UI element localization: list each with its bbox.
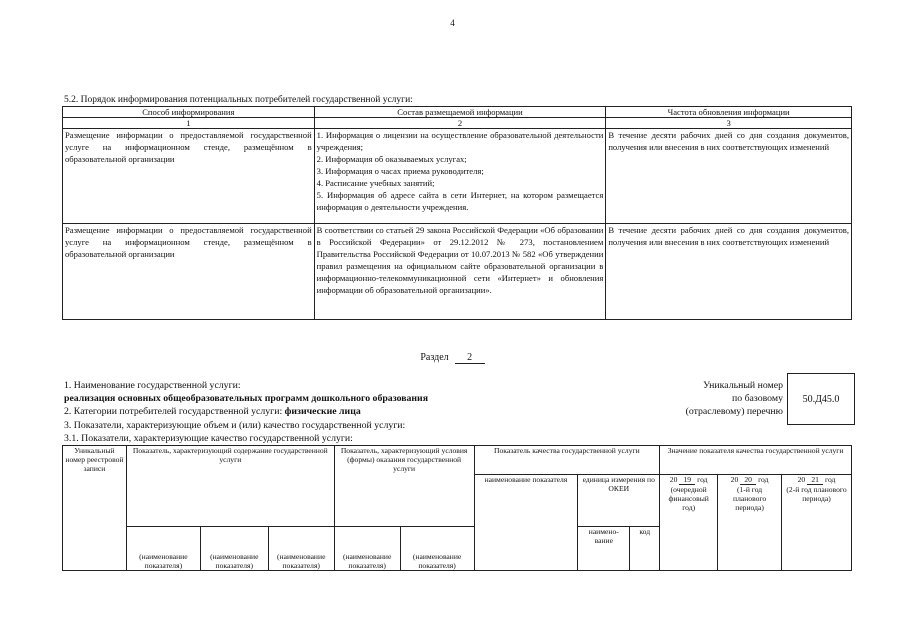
consumer-category-value: физические лица [284,406,361,417]
header-unit-name: наимено-вание [578,527,630,571]
info-table-numbers [63,118,852,129]
content-item: 5. Информация об адресе сайта в сети Интернет, на котором размещается информация о деятельности учреждения. [316,190,604,212]
info-table-header [63,107,852,118]
indicator-label: (наименование показателя) [126,527,200,571]
content-item: 4. Расписание учебных занятий; [316,178,435,188]
col-number: 2 [314,118,606,129]
header-quality: Показатель качества государственной услуги [474,446,660,475]
table-row [63,129,852,224]
header-registry: Уникальный номер реестровой записи [63,446,127,571]
info-table [62,106,852,320]
header-unit: единица измерения по ОКЕИ [578,475,660,527]
header-quality-name: наименование показателя [474,475,578,571]
method-cell: Размещение информации о предоставляемой государственной услуге на информационном стенде, размещённом в образовательной организации [63,224,315,320]
col-number: 1 [63,118,315,129]
year-value: 21 [807,475,823,485]
frequency-cell: В течение десяти рабочих дней со дня создания документов, получения или внесения в них соответствующих изменений [606,224,852,320]
indicator-label: (наименование показателя) [200,527,268,571]
consumer-category-label: 2. Категории потребителей государственной услуги: [64,406,285,417]
quality-table-header [63,446,852,475]
service-name-value: реализация основных общеобразовательных программ дошкольного образования [64,393,429,404]
content-cell: В соответствии со статьей 29 закона Российской Федерации «Об образовании в Российской Федерации» от 29.12.2012 № 273, постановлением Правительства Российской Федерации от 10.07.2013 № 582 «Об утверждении правил размещения на официальном сайте образовательной организации в информационно-телекоммуникационной сети «Интернет» и обновления информации об образовательной организации». [314,224,606,320]
service-name-label: 1. Наименование государственной услуги: [64,380,241,391]
razdel-heading [0,352,905,364]
year-note: (очередной финансовый год) [668,485,709,512]
year-note: (2-й год планового периода) [786,485,847,503]
quality-indicators-heading: 3.1. Показатели, характеризующие качество государственной услуги: [64,433,353,444]
header-conditions: Показатель, характеризующий условия (формы) оказания государственной услуги [334,446,474,527]
unique-number-label: Уникальный номер [703,380,783,391]
indicators-heading: 3. Показатели, характеризующие объем и (или) качество государственной услуги: [64,420,406,431]
section-title: 5.2. Порядок информирования потенциальных потребителей государственной услуги: [64,95,413,105]
table-row [63,224,852,320]
razdel-number: 2 [455,352,485,364]
year-value: 19 [679,475,695,485]
header-year-1: 20 19 год (очередной финансовый год) [660,475,718,571]
frequency-cell: В течение десяти рабочих дней со дня создания документов, получения или внесения в них соответствующих изменений [606,129,852,224]
year-note: (1-й год планового периода) [733,485,767,512]
header-content: Состав размещаемой информации [314,107,606,118]
indicator-label: (наименование показателя) [268,527,334,571]
header-year-2: 20 20 год (1-й год планового периода) [718,475,782,571]
header-content: Показатель, характеризующий содержание государственной услуги [126,446,334,527]
header-values: Значение показателя качества государственной услуги [660,446,852,475]
unique-number-label: (отраслевому) перечню [685,406,783,417]
header-unit-code: код [630,527,660,571]
header-method: Способ информирования [63,107,315,118]
header-frequency: Частота обновления информации [606,107,852,118]
consumer-category [64,405,361,418]
razdel-label: Раздел [420,352,449,363]
unique-number-label: по базовому [731,393,783,404]
indicator-label: (наименование показателя) [400,527,474,571]
quality-table [62,445,852,571]
content-item: 1. Информация о лицензии на осуществление образовательной деятельности учреждения; [316,130,604,152]
year-value: 20 [740,475,756,485]
header-year-3: 20 21 год (2-й год планового периода) [782,475,852,571]
page-number: 4 [450,18,455,28]
indicator-label: (наименование показателя) [334,527,400,571]
col-number: 3 [606,118,852,129]
content-item: 3. Информация о часах приема руководителя; [316,166,484,176]
unique-number-code: 50.Д45.0 [787,373,855,425]
method-cell: Размещение информации о предоставляемой государственной услуге на информационном стенде, размещённом в образовательной организации [63,129,315,224]
content-item: 2. Информация об оказываемых услугах; [316,154,467,164]
content-cell [314,129,606,224]
